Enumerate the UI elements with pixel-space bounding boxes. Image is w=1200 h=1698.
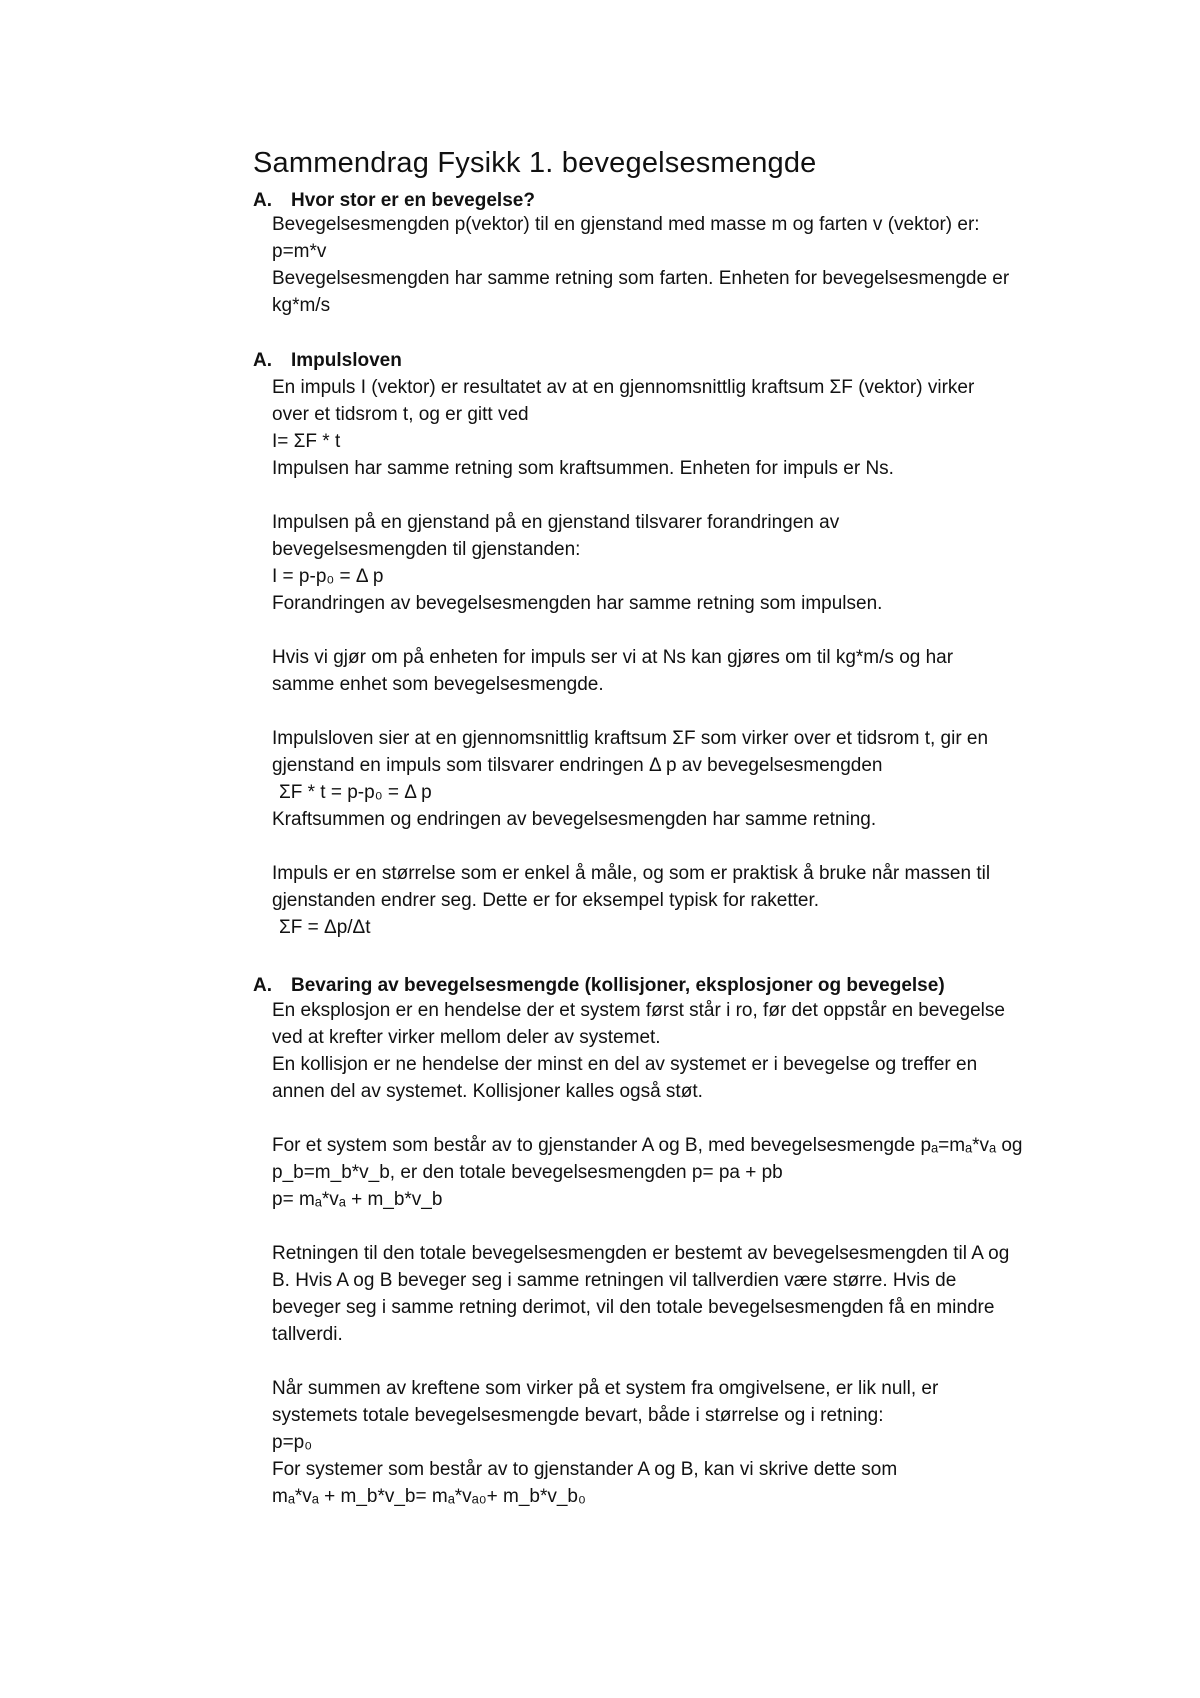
text-line: Forandringen av bevegelsesmengden har samme retning som impulsen. xyxy=(272,593,883,614)
formula-line: p=m*v xyxy=(272,241,327,262)
page-title: Sammendrag Fysikk 1. bevegelsesmengde xyxy=(253,147,817,179)
text-line: kg*m/s xyxy=(272,295,331,316)
formula-line: mₐ*vₐ + m_b*v_b= mₐ*vₐ₀+ m_b*v_b₀ xyxy=(272,1486,586,1507)
formula-line: ΣF * t = p-p₀ = Δ p xyxy=(279,782,432,803)
formula-line: p= mₐ*vₐ + m_b*v_b xyxy=(272,1189,443,1210)
section-marker: A. xyxy=(253,350,272,371)
text-line: B. Hvis A og B beveger seg i samme retningen vil tallverdien være større. Hvis de xyxy=(272,1270,957,1291)
text-line: Kraftsummen og endringen av bevegelsesmengden har samme retning. xyxy=(272,809,877,830)
text-line: En kollisjon er ne hendelse der minst en del av systemet er i bevegelse og treffer en xyxy=(272,1054,978,1075)
section-title: Impulsloven xyxy=(291,350,402,371)
text-line: annen del av systemet. Kollisjoner kalles også støt. xyxy=(272,1081,703,1102)
section-marker: A. xyxy=(253,190,272,211)
text-line: p_b=m_b*v_b, er den totale bevegelsesmengden p= pa + pb xyxy=(272,1162,783,1183)
text-line: bevegelsesmengden til gjenstanden: xyxy=(272,539,581,560)
text-line: tallverdi. xyxy=(272,1324,343,1345)
text-line: En eksplosjon er en hendelse der et system først står i ro, før det oppstår en bevegelse xyxy=(272,1000,1005,1021)
formula-line: I= ΣF * t xyxy=(272,431,341,452)
text-line: For systemer som består av to gjenstander A og B, kan vi skrive dette som xyxy=(272,1459,898,1480)
text-line: Impulsloven sier at en gjennomsnittlig kraftsum ΣF som virker over et tidsrom t, gir en xyxy=(272,728,989,749)
text-line: Impulsen har samme retning som kraftsummen. Enheten for impuls er Ns. xyxy=(272,458,894,479)
section-marker: A. xyxy=(253,975,272,996)
text-line: over et tidsrom t, og er gitt ved xyxy=(272,404,529,425)
text-line: Hvis vi gjør om på enheten for impuls ser vi at Ns kan gjøres om til kg*m/s og har xyxy=(272,647,954,668)
text-line: Bevegelsesmengden p(vektor) til en gjenstand med masse m og farten v (vektor) er: xyxy=(272,214,980,235)
section-title: Hvor stor er en bevegelse? xyxy=(291,190,535,211)
text-line: ved at krefter virker mellom deler av systemet. xyxy=(272,1027,661,1048)
text-line: Impulsen på en gjenstand på en gjenstand tilsvarer forandringen av xyxy=(272,512,840,533)
formula-line: ΣF = Δp/Δt xyxy=(279,917,371,938)
text-line: Når summen av kreftene som virker på et system fra omgivelsene, er lik null, er xyxy=(272,1378,939,1399)
text-line: Impuls er en størrelse som er enkel å måle, og som er praktisk å bruke når massen til xyxy=(272,863,991,884)
section-heading-3 xyxy=(253,975,945,997)
text-line: gjenstand en impuls som tilsvarer endringen Δ p av bevegelsesmengden xyxy=(272,755,883,776)
section-heading-2 xyxy=(253,350,402,372)
text-line: samme enhet som bevegelsesmengde. xyxy=(272,674,604,695)
section-title: Bevaring av bevegelsesmengde (kollisjoner, eksplosjoner og bevegelse) xyxy=(291,975,945,996)
text-line: gjenstanden endrer seg. Dette er for eksempel typisk for raketter. xyxy=(272,890,820,911)
section-heading-1 xyxy=(253,190,535,212)
text-line: Retningen til den totale bevegelsesmengden er bestemt av bevegelsesmengden til A og xyxy=(272,1243,1010,1264)
text-line: For et system som består av to gjenstander A og B, med bevegelsesmengde pₐ=mₐ*vₐ og xyxy=(272,1135,1023,1156)
text-line: Bevegelsesmengden har samme retning som farten. Enheten for bevegelsesmengde er xyxy=(272,268,1010,289)
formula-line: p=p₀ xyxy=(272,1432,313,1453)
text-line: En impuls I (vektor) er resultatet av at en gjennomsnittlig kraftsum ΣF (vektor) virker xyxy=(272,377,975,398)
text-line: beveger seg i samme retning derimot, vil den totale bevegelsesmengden få en mindre xyxy=(272,1297,995,1318)
formula-line: I = p-p₀ = Δ p xyxy=(272,566,384,587)
text-line: systemets totale bevegelsesmengde bevart, både i størrelse og i retning: xyxy=(272,1405,884,1426)
